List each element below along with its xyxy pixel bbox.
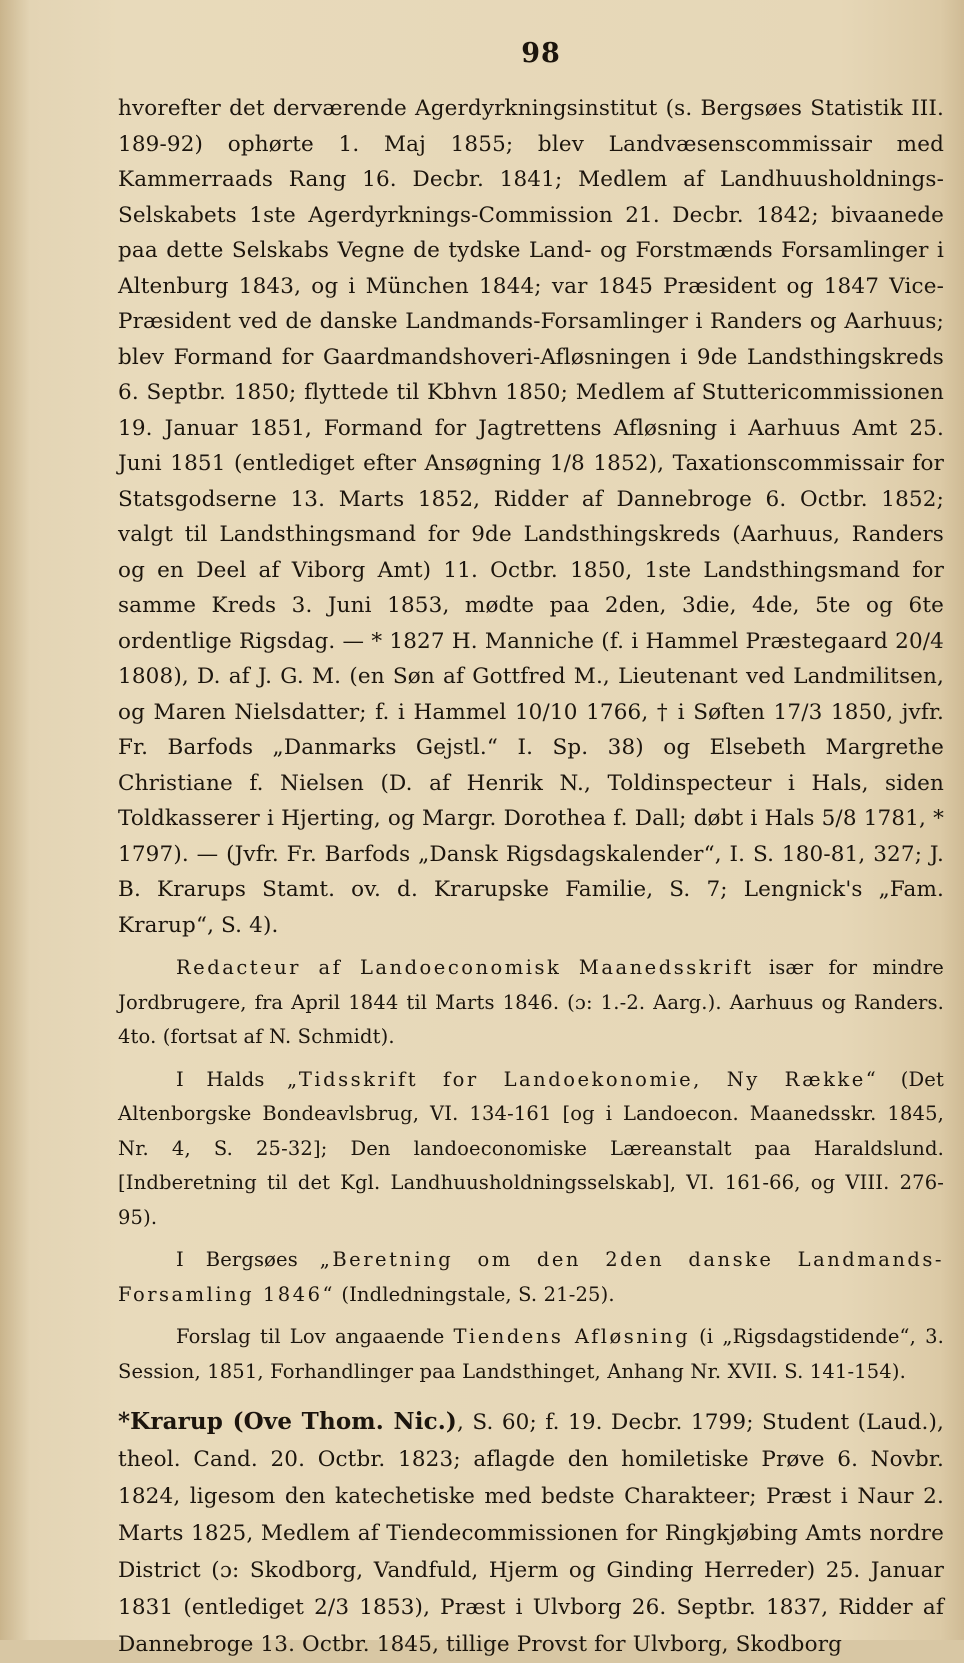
forslag-text: (i „Rigsdagstidende“, 3. Session, 1851, Forhandlinger paa Landsthinget, Anhang Nr. XVII. S. 141-154). [118,1325,944,1383]
beretning-prefix: I Bergsøes [176,1248,320,1271]
paragraph-forslag [118,1320,944,1389]
tidsskrift-prefix: I Halds [176,1067,288,1091]
paragraph-krarup-entry [118,1403,944,1663]
tidsskrift-title: „Tidsskrift for Landoekonomie, Ny Række“ [287,1067,879,1091]
redacteur-text: især for mindre Jordbrugere, fra April 1844 til Marts 1846. (ɔ: 1.-2. Aarg.). Aarhuus og Randers. 4to. (fortsat af N. Schmidt). [118,956,944,1048]
entry-headword: *Krarup (Ove Thom. Nic.) [118,1408,457,1435]
paragraph-tidsskrift [118,1063,944,1236]
entry-text: , S. 60; f. 19. Decbr. 1799; Student (Laud.), theol. Cand. 20. Octbr. 1823; aflagde den homiletiske Prøve 6. Novbr. 1824, ligesom den katechetiske med bedste Charakteer; Præst i Naur 2. Marts 1825, Medlem af Tiendecommissionen for Ringkjøbing Amts nordre District (ɔ: Skodborg, Vandfuld, Hjerm og Ginding Herreder) 25. Januar 1831 (entlediget 2/3 1853), Præst i Ulvborg 26. Septbr. 1837, Ridder af Dannebroge 13. Octbr. 1845, tillige Provst for Ulvborg, Skodborg [118,1410,944,1657]
forslag-title: Tiendens Afløsning [453,1325,691,1348]
beretning-title: „Beretning om den 2den danske Landmands-Forsamling 1846“ [118,1248,945,1306]
page-number: 98 [521,38,561,69]
paragraph-redacteur [118,951,944,1055]
redacteur-title: Redacteur af Landoeconomisk Maanedsskrift [176,956,754,979]
tidsskrift-text: (Det Altenborgske Bondeavlsbrug, VI. 134-161 [og i Landoecon. Maanedsskr. 1845, Nr. 4, S. 25-32]; Den landoeconomiske Læreanstalt paa Haraldslund. [Indberetning til det Kgl. Landhuusholdningsselskab], VI. 161-66, og VIII. 276-95). [118,1067,944,1229]
paragraph-beretning [118,1243,944,1312]
paragraph-biography: hvorefter det derværende Agerdyrkningsinstitut (s. Bergsøes Statistik III. 189-92) ophørte 1. Maj 1855; blev Landvæsenscommissair med Kammerraads Rang 16. Decbr. 1841; Medlem af Landhuusholdnings-Selskabets 1ste Agerdyrknings-Commission 21. Decbr. 1842; bivaanede paa dette Selskabs Vegne de tydske Land- og Forstmænds Forsamlinger i Altenburg 1843, og i München 1844; var 1845 Præsident og 1847 Vice-Præsident ved de danske Landmands-Forsamlinger i Randers og Aarhuus; blev Formand for Gaardmandshoveri-Afløsningen i 9de Landsthingskreds 6. Septbr. 1850; flyttede til Kbhvn 1850; Medlem af Stuttericommissionen 19. Januar 1851, Formand for Jagtrettens Afløsning i Aarhuus Amt 25. Juni 1851 (entlediget efter Ansøgning 1/8 1852), Taxationscommissair for Statsgodserne 13. Marts 1852, Ridder af Dannebroge 6. Octbr. 1852; valgt til Landsthingsmand for 9de Landsthingskreds (Aarhuus, Randers og en Deel af Viborg Amt) 11. Octbr. 1850, 1ste Landsthingsmand for samme Kreds 3. Juni 1853, mødte paa 2den, 3die, 4de, 5te og 6te ordentlige Rigsdag. — * 1827 H. Manniche (f. i Hammel Præstegaard 20/4 1808), D. af J. G. M. (en Søn af Gottfred M., Lieutenant ved Landmilitsen, og Maren Nielsdatter; f. i Hammel 10/10 1766, † i Søften 17/3 1850, jvfr. Fr. Barfods „Danmarks Gejstl.“ I. Sp. 38) og Elsebeth Margrethe Christiane f. Nielsen (D. af Henrik N., Toldinspecteur i Hals, siden Toldkasserer i Hjerting, og Margr. Dorothea f. Dall; døbt i Hals 5/8 1781, * 1797). — (Jvfr. Fr. Barfods „Dansk Rigsdagskalender“, I. S. 180-81, 327; J. B. Krarups Stamt. ov. d. Krarupske Familie, S. 7; Lengnick's „Fam. Krarup“, S. 4). [118,96,944,938]
beretning-text: (Indledningstale, S. 21-25). [334,1282,615,1306]
forslag-prefix: Forslag til Lov angaaende [176,1325,454,1348]
